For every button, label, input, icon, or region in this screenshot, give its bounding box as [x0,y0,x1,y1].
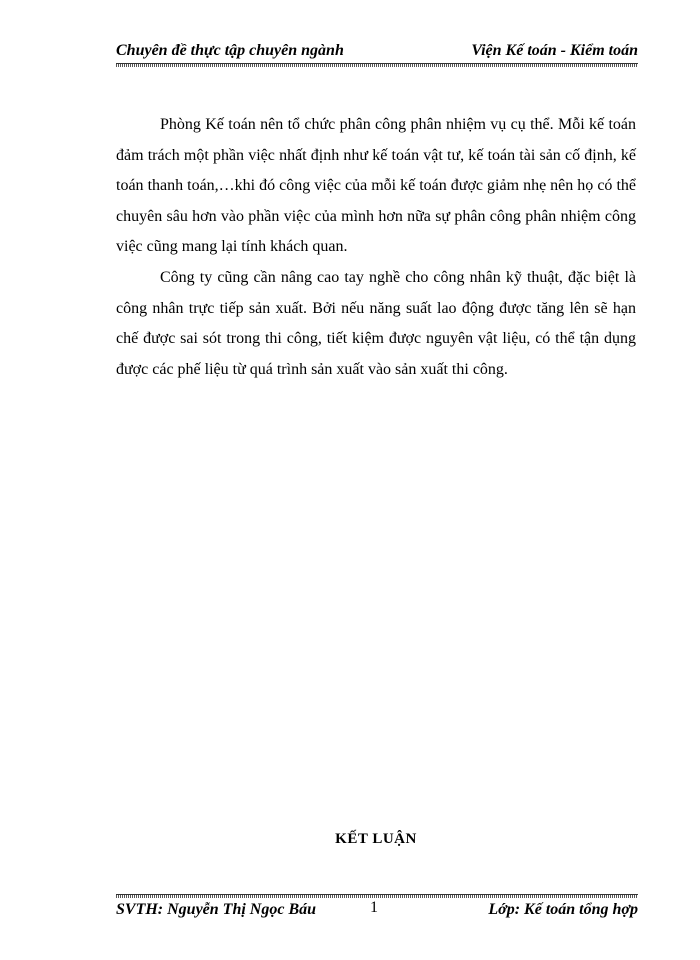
header-report-title: Chuyên đề thực tập chuyên ngành [116,42,344,59]
body-text [116,110,636,385]
page-header [116,40,638,62]
section-heading-conclusion: KẾT LUẬN [335,831,417,847]
paragraph: Phòng Kế toán nên tổ chức phân công phân nhiệm vụ cụ thể. Mỗi kế toán đảm trách một phần việc nhất định như kế toán vật tư, kế toán tài sản cố định, kế toán thanh toán,…khi đó công việc của mỗi kế toán được giảm nhẹ nên họ có thể chuyên sâu hơn vào phần việc của mình hơn nữa sự phân công phân nhiệm công việc cũng mang lại tính khách quan. [116,116,636,256]
page-footer [116,898,638,922]
page-number: 1 [370,899,378,916]
paragraph: Công ty cũng cần nâng cao tay nghề cho công nhân kỹ thuật, đặc biệt là công nhân trực tiếp sản xuất. Bởi nếu năng suất lao động được tăng lên sẽ hạn chế được sai sót trong thi công, tiết kiệm được nguyên vật liệu, có thể tận dụng được các phế liệu từ quá trình sản xuất vào sản xuất thi công. [116,268,636,378]
footer-student-name: SVTH: Nguyễn Thị Ngọc Báu [116,901,317,918]
footer-class-name: Lớp: Kế toán tổng hợp [488,901,638,918]
header-divider [116,63,638,67]
header-institute: Viện Kế toán - Kiểm toán [471,42,638,59]
